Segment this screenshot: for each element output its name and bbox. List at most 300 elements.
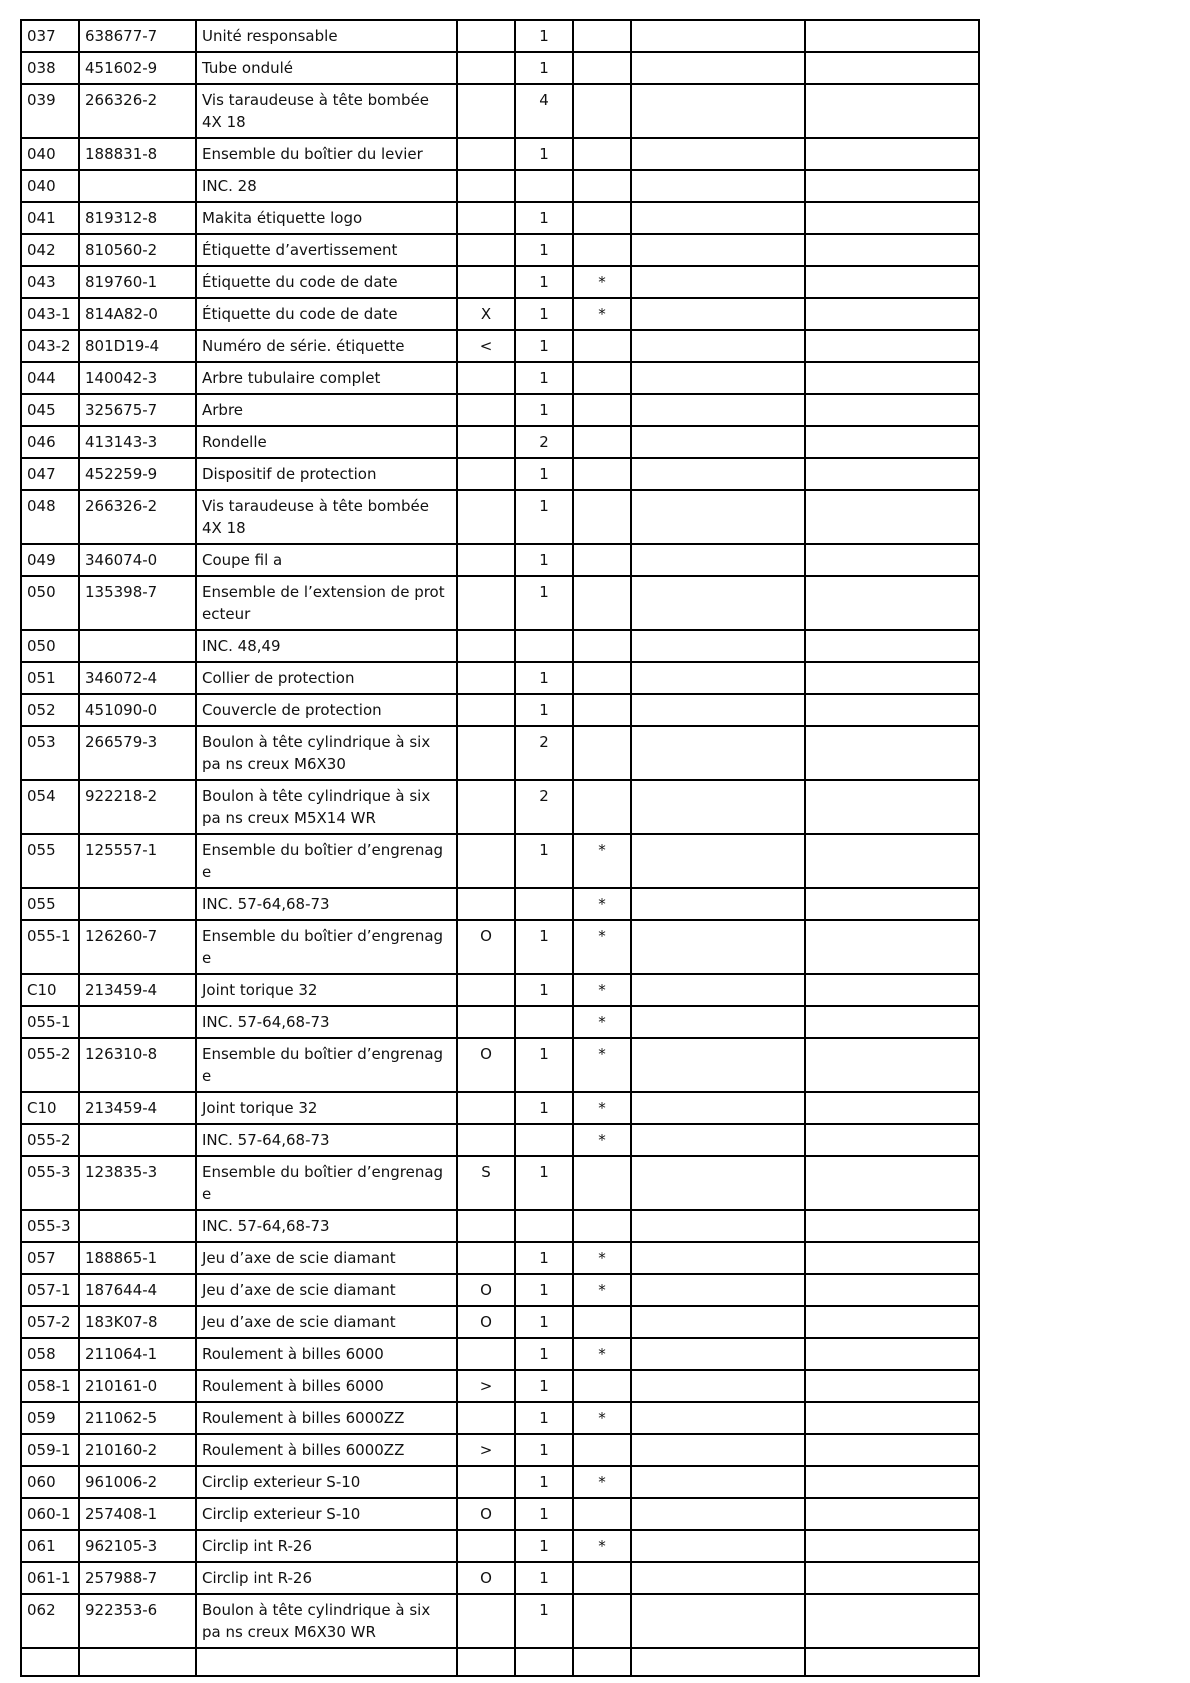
item-number-cell: 037 — [21, 20, 79, 52]
item-number-cell: 039 — [21, 84, 79, 138]
table-row — [21, 1498, 979, 1530]
description-cell: Circlip int R-26 — [196, 1562, 457, 1594]
quantity-cell — [515, 1124, 573, 1156]
extra-cell-2 — [805, 920, 979, 974]
code-cell — [457, 630, 515, 662]
extra-cell-2 — [805, 1434, 979, 1466]
code-cell — [457, 662, 515, 694]
note-cell — [573, 1562, 631, 1594]
code-cell — [457, 1242, 515, 1274]
quantity-cell: 2 — [515, 780, 573, 834]
description-cell: Arbre — [196, 394, 457, 426]
part-number-cell: 187644-4 — [79, 1274, 196, 1306]
extra-cell-1 — [631, 780, 805, 834]
table-row — [21, 1210, 979, 1242]
code-cell — [457, 1648, 515, 1676]
extra-cell-2 — [805, 426, 979, 458]
quantity-cell: 1 — [515, 458, 573, 490]
quantity-cell: 1 — [515, 834, 573, 888]
extra-cell-2 — [805, 1338, 979, 1370]
code-cell — [457, 52, 515, 84]
part-number-cell: 346074-0 — [79, 544, 196, 576]
extra-cell-1 — [631, 974, 805, 1006]
quantity-cell — [515, 1648, 573, 1676]
description-cell: Vis taraudeuse à tête bombée 4X 18 — [196, 84, 457, 138]
extra-cell-2 — [805, 1530, 979, 1562]
part-number-cell — [79, 630, 196, 662]
quantity-cell: 1 — [515, 1156, 573, 1210]
extra-cell-1 — [631, 1242, 805, 1274]
quantity-cell: 2 — [515, 426, 573, 458]
extra-cell-1 — [631, 1402, 805, 1434]
item-number-cell: 049 — [21, 544, 79, 576]
table-row — [21, 20, 979, 52]
description-cell: Arbre tubulaire complet — [196, 362, 457, 394]
description-cell: Étiquette d’avertissement — [196, 234, 457, 266]
extra-cell-1 — [631, 84, 805, 138]
quantity-cell: 1 — [515, 920, 573, 974]
note-cell: * — [573, 1274, 631, 1306]
table-row — [21, 1530, 979, 1562]
description-cell: Dispositif de protection — [196, 458, 457, 490]
code-cell: O — [457, 1038, 515, 1092]
table-row — [21, 1006, 979, 1038]
extra-cell-2 — [805, 138, 979, 170]
item-number-cell: 060 — [21, 1466, 79, 1498]
note-cell — [573, 138, 631, 170]
description-cell: Boulon à tête cylindrique à six pa ns creux M6X30 WR — [196, 1594, 457, 1648]
extra-cell-2 — [805, 52, 979, 84]
note-cell: * — [573, 920, 631, 974]
description-cell: Joint torique 32 — [196, 974, 457, 1006]
extra-cell-1 — [631, 1006, 805, 1038]
item-number-cell: 042 — [21, 234, 79, 266]
part-number-cell: 188831-8 — [79, 138, 196, 170]
code-cell — [457, 490, 515, 544]
table-row — [21, 1306, 979, 1338]
code-cell — [457, 394, 515, 426]
part-number-cell: 125557-1 — [79, 834, 196, 888]
description-cell: Joint torique 32 — [196, 1092, 457, 1124]
extra-cell-2 — [805, 202, 979, 234]
code-cell — [457, 426, 515, 458]
code-cell — [457, 1338, 515, 1370]
note-cell — [573, 1156, 631, 1210]
code-cell — [457, 84, 515, 138]
code-cell — [457, 266, 515, 298]
table-row — [21, 834, 979, 888]
item-number-cell: 050 — [21, 576, 79, 630]
note-cell: * — [573, 1006, 631, 1038]
table-row — [21, 920, 979, 974]
extra-cell-1 — [631, 1210, 805, 1242]
description-cell — [196, 1648, 457, 1676]
extra-cell-2 — [805, 974, 979, 1006]
item-number-cell — [21, 1648, 79, 1676]
part-number-cell: 210160-2 — [79, 1434, 196, 1466]
extra-cell-2 — [805, 576, 979, 630]
quantity-cell: 1 — [515, 1338, 573, 1370]
note-cell — [573, 1306, 631, 1338]
extra-cell-2 — [805, 298, 979, 330]
extra-cell-1 — [631, 138, 805, 170]
extra-cell-1 — [631, 1594, 805, 1648]
extra-cell-2 — [805, 362, 979, 394]
part-number-cell: 266326-2 — [79, 84, 196, 138]
quantity-cell: 1 — [515, 1498, 573, 1530]
code-cell — [457, 362, 515, 394]
table-row — [21, 1466, 979, 1498]
part-number-cell: 211064-1 — [79, 1338, 196, 1370]
part-number-cell: 801D19-4 — [79, 330, 196, 362]
note-cell — [573, 630, 631, 662]
table-row — [21, 458, 979, 490]
part-number-cell: 819312-8 — [79, 202, 196, 234]
extra-cell-2 — [805, 888, 979, 920]
part-number-cell: 210161-0 — [79, 1370, 196, 1402]
item-number-cell: 055-2 — [21, 1038, 79, 1092]
part-number-cell — [79, 1006, 196, 1038]
description-cell: Rondelle — [196, 426, 457, 458]
table-row — [21, 52, 979, 84]
part-number-cell: 213459-4 — [79, 974, 196, 1006]
note-cell — [573, 1594, 631, 1648]
item-number-cell: 057-2 — [21, 1306, 79, 1338]
part-number-cell: 211062-5 — [79, 1402, 196, 1434]
extra-cell-1 — [631, 266, 805, 298]
extra-cell-2 — [805, 330, 979, 362]
code-cell: O — [457, 1498, 515, 1530]
description-cell: INC. 57-64,68-73 — [196, 888, 457, 920]
part-number-cell — [79, 1648, 196, 1676]
description-cell: Couvercle de protection — [196, 694, 457, 726]
quantity-cell: 1 — [515, 202, 573, 234]
extra-cell-2 — [805, 1242, 979, 1274]
part-number-cell: 922353-6 — [79, 1594, 196, 1648]
table-row — [21, 1092, 979, 1124]
table-row — [21, 1124, 979, 1156]
table-row — [21, 490, 979, 544]
parts-table — [20, 19, 980, 1677]
table-row — [21, 1402, 979, 1434]
code-cell — [457, 544, 515, 576]
table-row — [21, 576, 979, 630]
extra-cell-1 — [631, 1434, 805, 1466]
note-cell: * — [573, 1530, 631, 1562]
quantity-cell — [515, 170, 573, 202]
code-cell — [457, 726, 515, 780]
extra-cell-2 — [805, 234, 979, 266]
note-cell — [573, 1370, 631, 1402]
note-cell — [573, 1648, 631, 1676]
table-row — [21, 974, 979, 1006]
description-cell: Circlip exterieur S-10 — [196, 1498, 457, 1530]
table-row — [21, 888, 979, 920]
extra-cell-1 — [631, 394, 805, 426]
description-cell: Ensemble du boîtier d’engrenag e — [196, 1156, 457, 1210]
description-cell: Étiquette du code de date — [196, 298, 457, 330]
extra-cell-1 — [631, 1466, 805, 1498]
code-cell: O — [457, 1274, 515, 1306]
item-number-cell: 040 — [21, 170, 79, 202]
quantity-cell — [515, 888, 573, 920]
extra-cell-2 — [805, 1092, 979, 1124]
table-row — [21, 1242, 979, 1274]
part-number-cell: 257408-1 — [79, 1498, 196, 1530]
item-number-cell: 051 — [21, 662, 79, 694]
description-cell: Jeu d’axe de scie diamant — [196, 1274, 457, 1306]
note-cell — [573, 84, 631, 138]
description-cell: Tube ondulé — [196, 52, 457, 84]
code-cell — [457, 1092, 515, 1124]
extra-cell-2 — [805, 490, 979, 544]
code-cell — [457, 1530, 515, 1562]
note-cell: * — [573, 266, 631, 298]
item-number-cell: 055-3 — [21, 1210, 79, 1242]
quantity-cell: 1 — [515, 234, 573, 266]
table-row — [21, 544, 979, 576]
note-cell — [573, 544, 631, 576]
extra-cell-2 — [805, 1210, 979, 1242]
note-cell — [573, 202, 631, 234]
description-cell: INC. 28 — [196, 170, 457, 202]
code-cell: S — [457, 1156, 515, 1210]
note-cell — [573, 362, 631, 394]
note-cell — [573, 1434, 631, 1466]
code-cell — [457, 458, 515, 490]
extra-cell-1 — [631, 1038, 805, 1092]
code-cell — [457, 576, 515, 630]
note-cell: * — [573, 1402, 631, 1434]
quantity-cell: 1 — [515, 1594, 573, 1648]
description-cell: Coupe fil a — [196, 544, 457, 576]
table-row — [21, 780, 979, 834]
parts-table-body — [21, 20, 979, 1676]
table-row — [21, 234, 979, 266]
item-number-cell: 041 — [21, 202, 79, 234]
code-cell — [457, 202, 515, 234]
item-number-cell: 059-1 — [21, 1434, 79, 1466]
code-cell: O — [457, 1306, 515, 1338]
description-cell: Circlip exterieur S-10 — [196, 1466, 457, 1498]
item-number-cell: 057 — [21, 1242, 79, 1274]
item-number-cell: 055-1 — [21, 920, 79, 974]
part-number-cell: 188865-1 — [79, 1242, 196, 1274]
table-row — [21, 1594, 979, 1648]
part-number-cell: 257988-7 — [79, 1562, 196, 1594]
description-cell: Ensemble du boîtier du levier — [196, 138, 457, 170]
item-number-cell: 058 — [21, 1338, 79, 1370]
quantity-cell: 1 — [515, 52, 573, 84]
extra-cell-1 — [631, 170, 805, 202]
description-cell: Circlip int R-26 — [196, 1530, 457, 1562]
item-number-cell: 046 — [21, 426, 79, 458]
extra-cell-1 — [631, 490, 805, 544]
extra-cell-1 — [631, 1338, 805, 1370]
item-number-cell: 040 — [21, 138, 79, 170]
item-number-cell: 060-1 — [21, 1498, 79, 1530]
extra-cell-1 — [631, 834, 805, 888]
quantity-cell — [515, 1006, 573, 1038]
extra-cell-1 — [631, 576, 805, 630]
description-cell: Roulement à billes 6000ZZ — [196, 1434, 457, 1466]
quantity-cell: 1 — [515, 1402, 573, 1434]
description-cell: INC. 57-64,68-73 — [196, 1124, 457, 1156]
extra-cell-2 — [805, 394, 979, 426]
table-row — [21, 1338, 979, 1370]
extra-cell-2 — [805, 170, 979, 202]
quantity-cell: 1 — [515, 394, 573, 426]
extra-cell-1 — [631, 694, 805, 726]
table-row — [21, 630, 979, 662]
code-cell — [457, 138, 515, 170]
quantity-cell: 1 — [515, 20, 573, 52]
item-number-cell: 054 — [21, 780, 79, 834]
table-row — [21, 726, 979, 780]
extra-cell-1 — [631, 1306, 805, 1338]
extra-cell-1 — [631, 52, 805, 84]
note-cell — [573, 780, 631, 834]
item-number-cell: C10 — [21, 1092, 79, 1124]
extra-cell-2 — [805, 1370, 979, 1402]
item-number-cell: 061 — [21, 1530, 79, 1562]
quantity-cell: 1 — [515, 1242, 573, 1274]
extra-cell-1 — [631, 362, 805, 394]
quantity-cell: 1 — [515, 694, 573, 726]
extra-cell-1 — [631, 630, 805, 662]
quantity-cell: 1 — [515, 974, 573, 1006]
extra-cell-1 — [631, 458, 805, 490]
description-cell: Ensemble du boîtier d’engrenag e — [196, 834, 457, 888]
code-cell — [457, 834, 515, 888]
code-cell: > — [457, 1434, 515, 1466]
extra-cell-2 — [805, 84, 979, 138]
extra-cell-2 — [805, 20, 979, 52]
extra-cell-1 — [631, 662, 805, 694]
table-row — [21, 1038, 979, 1092]
item-number-cell: 055 — [21, 834, 79, 888]
quantity-cell: 1 — [515, 662, 573, 694]
part-number-cell: 451090-0 — [79, 694, 196, 726]
note-cell — [573, 170, 631, 202]
code-cell — [457, 1466, 515, 1498]
item-number-cell: 055-2 — [21, 1124, 79, 1156]
quantity-cell: 1 — [515, 362, 573, 394]
item-number-cell: 038 — [21, 52, 79, 84]
extra-cell-1 — [631, 1530, 805, 1562]
quantity-cell: 1 — [515, 544, 573, 576]
part-number-cell: 126310-8 — [79, 1038, 196, 1092]
part-number-cell — [79, 888, 196, 920]
extra-cell-1 — [631, 920, 805, 974]
item-number-cell: 043-2 — [21, 330, 79, 362]
quantity-cell: 1 — [515, 1370, 573, 1402]
extra-cell-2 — [805, 1594, 979, 1648]
note-cell — [573, 394, 631, 426]
description-cell: Unité responsable — [196, 20, 457, 52]
code-cell — [457, 780, 515, 834]
part-number-cell: 266579-3 — [79, 726, 196, 780]
note-cell — [573, 1498, 631, 1530]
quantity-cell: 1 — [515, 1306, 573, 1338]
extra-cell-2 — [805, 1466, 979, 1498]
note-cell — [573, 330, 631, 362]
extra-cell-2 — [805, 1124, 979, 1156]
code-cell — [457, 1594, 515, 1648]
code-cell — [457, 974, 515, 1006]
code-cell — [457, 170, 515, 202]
description-cell: Boulon à tête cylindrique à six pa ns creux M6X30 — [196, 726, 457, 780]
table-row — [21, 202, 979, 234]
quantity-cell: 1 — [515, 1466, 573, 1498]
extra-cell-2 — [805, 1402, 979, 1434]
code-cell: < — [457, 330, 515, 362]
table-row — [21, 1562, 979, 1594]
part-number-cell: 325675-7 — [79, 394, 196, 426]
note-cell: * — [573, 1466, 631, 1498]
extra-cell-2 — [805, 1562, 979, 1594]
table-row — [21, 662, 979, 694]
code-cell — [457, 1006, 515, 1038]
table-row — [21, 1274, 979, 1306]
extra-cell-2 — [805, 1274, 979, 1306]
quantity-cell: 1 — [515, 1530, 573, 1562]
part-number-cell: 638677-7 — [79, 20, 196, 52]
extra-cell-2 — [805, 458, 979, 490]
part-number-cell: 922218-2 — [79, 780, 196, 834]
note-cell: * — [573, 1092, 631, 1124]
extra-cell-2 — [805, 780, 979, 834]
note-cell — [573, 662, 631, 694]
description-cell: INC. 48,49 — [196, 630, 457, 662]
description-cell: Boulon à tête cylindrique à six pa ns creux M5X14 WR — [196, 780, 457, 834]
extra-cell-2 — [805, 1498, 979, 1530]
part-number-cell: 961006-2 — [79, 1466, 196, 1498]
extra-cell-1 — [631, 20, 805, 52]
item-number-cell: 059 — [21, 1402, 79, 1434]
quantity-cell: 1 — [515, 490, 573, 544]
extra-cell-1 — [631, 298, 805, 330]
part-number-cell: 183K07-8 — [79, 1306, 196, 1338]
extra-cell-2 — [805, 834, 979, 888]
note-cell — [573, 1210, 631, 1242]
code-cell: O — [457, 1562, 515, 1594]
quantity-cell: 4 — [515, 84, 573, 138]
item-number-cell: 052 — [21, 694, 79, 726]
extra-cell-1 — [631, 202, 805, 234]
extra-cell-2 — [805, 1648, 979, 1676]
part-number-cell: 213459-4 — [79, 1092, 196, 1124]
item-number-cell: 043 — [21, 266, 79, 298]
description-cell: Roulement à billes 6000 — [196, 1338, 457, 1370]
part-number-cell: 962105-3 — [79, 1530, 196, 1562]
table-row — [21, 170, 979, 202]
extra-cell-1 — [631, 1648, 805, 1676]
part-number-cell: 814A82-0 — [79, 298, 196, 330]
note-cell — [573, 576, 631, 630]
description-cell: Étiquette du code de date — [196, 266, 457, 298]
note-cell — [573, 490, 631, 544]
description-cell: Collier de protection — [196, 662, 457, 694]
code-cell: > — [457, 1370, 515, 1402]
table-row — [21, 1648, 979, 1676]
table-row — [21, 1434, 979, 1466]
extra-cell-1 — [631, 1124, 805, 1156]
part-number-cell — [79, 170, 196, 202]
code-cell — [457, 20, 515, 52]
item-number-cell: 061-1 — [21, 1562, 79, 1594]
description-cell: Vis taraudeuse à tête bombée 4X 18 — [196, 490, 457, 544]
